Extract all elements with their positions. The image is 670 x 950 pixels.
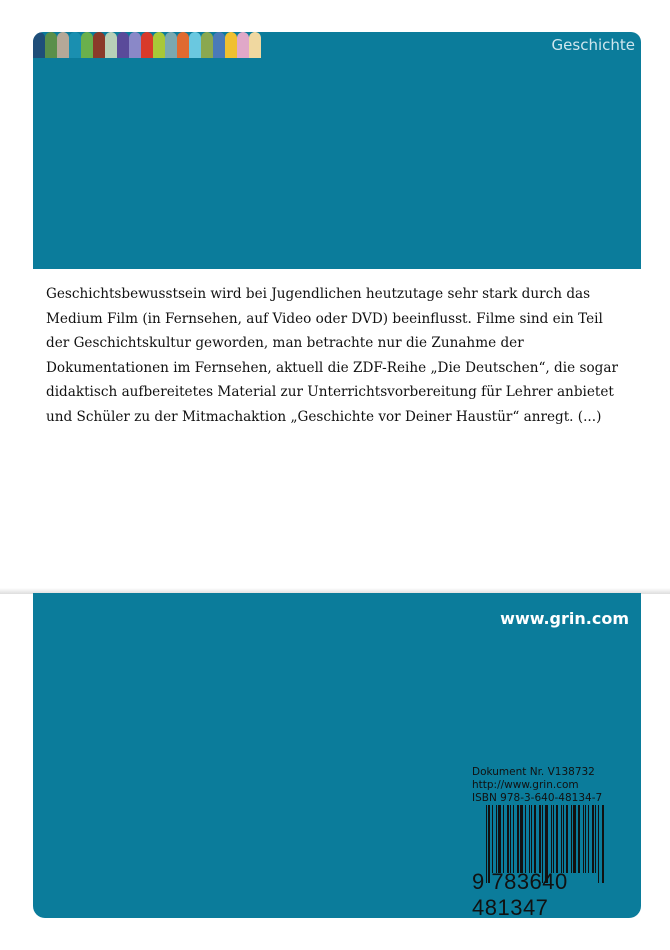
barcode-bar: [525, 805, 526, 873]
blurb-text: Geschichtsbewusstsein wird bei Jugendlichen heutzutage sehr stark durch das Medium Film (in Fernsehen, auf Video oder DVD) beeinflusst. Filme sind ein Teil der Geschichtskultur geworden, man betrachte nur die Zunahme der Dokumentationen im Fernsehen, aktuell die ZDF-Reihe „Die Deutschen“, die sogar didaktisch aufbereitetes Material zur Unterrichtsvorbereitung für Lehrer anbietet und Schüler zu der Mitmachaktion „Geschichte vor Deiner Haustür“ anregt. (...): [46, 286, 618, 425]
barcode-bar: [520, 805, 523, 873]
color-stripe: [81, 32, 93, 58]
barcode: [472, 805, 632, 920]
barcode-bar: [551, 805, 552, 873]
color-stripe: [189, 32, 201, 58]
color-stripe: [129, 32, 141, 58]
barcode-bar: [539, 805, 541, 873]
barcode-bar: [513, 805, 514, 873]
color-stripe: [201, 32, 213, 58]
publisher-url[interactable]: www.grin.com: [500, 609, 629, 628]
color-stripe: [69, 32, 81, 58]
barcode-bar: [571, 805, 572, 873]
barcode-bar: [566, 805, 568, 873]
barcode-bar: [517, 805, 519, 873]
color-stripe: [225, 32, 237, 58]
barcode-bar: [492, 805, 493, 873]
color-stripe: [33, 32, 45, 58]
color-stripe: [153, 32, 165, 58]
barcode-bar: [563, 805, 564, 873]
isbn: ISBN 978-3-640-48134-7: [472, 792, 603, 804]
barcode-bar: [578, 805, 580, 873]
color-stripe: [57, 32, 69, 58]
color-stripe: [45, 32, 57, 58]
barcode-bar: [592, 805, 594, 873]
barcode-bar: [531, 805, 532, 873]
document-number: Dokument Nr. V138732: [472, 766, 595, 778]
color-stripes: [33, 32, 261, 58]
barcode-bar: [534, 805, 536, 873]
website: http://www.grin.com: [472, 779, 579, 791]
barcode-bar: [498, 805, 501, 873]
color-stripe: [165, 32, 177, 58]
color-stripe: [249, 32, 261, 58]
color-stripe: [177, 32, 189, 58]
barcode-bar: [553, 805, 554, 873]
barcode-bar: [503, 805, 504, 873]
barcode-bar: [573, 805, 576, 873]
barcode-bar: [583, 805, 584, 873]
barcode-bar: [598, 805, 599, 883]
barcode-bar: [507, 805, 509, 873]
color-stripe: [237, 32, 249, 58]
book-info: [472, 766, 602, 805]
color-stripe: [105, 32, 117, 58]
barcode-bar: [561, 805, 562, 873]
barcode-bar: [496, 805, 497, 873]
barcode-bar: [585, 805, 586, 873]
color-stripe: [117, 32, 129, 58]
barcode-bar: [588, 805, 589, 873]
series-label: Geschichte: [551, 36, 635, 54]
cover-bottom-panel: [33, 593, 641, 918]
color-stripe: [93, 32, 105, 58]
barcode-bar: [602, 805, 604, 883]
barcode-bars: [486, 805, 632, 873]
barcode-bar: [529, 805, 530, 873]
barcode-bar: [510, 805, 511, 873]
barcode-digits: 9 783640 481347: [472, 869, 568, 920]
color-stripe: [141, 32, 153, 58]
barcode-bar: [595, 805, 596, 873]
color-stripe: [213, 32, 225, 58]
barcode-bar: [556, 805, 558, 873]
cover-top-panel: [33, 32, 641, 269]
